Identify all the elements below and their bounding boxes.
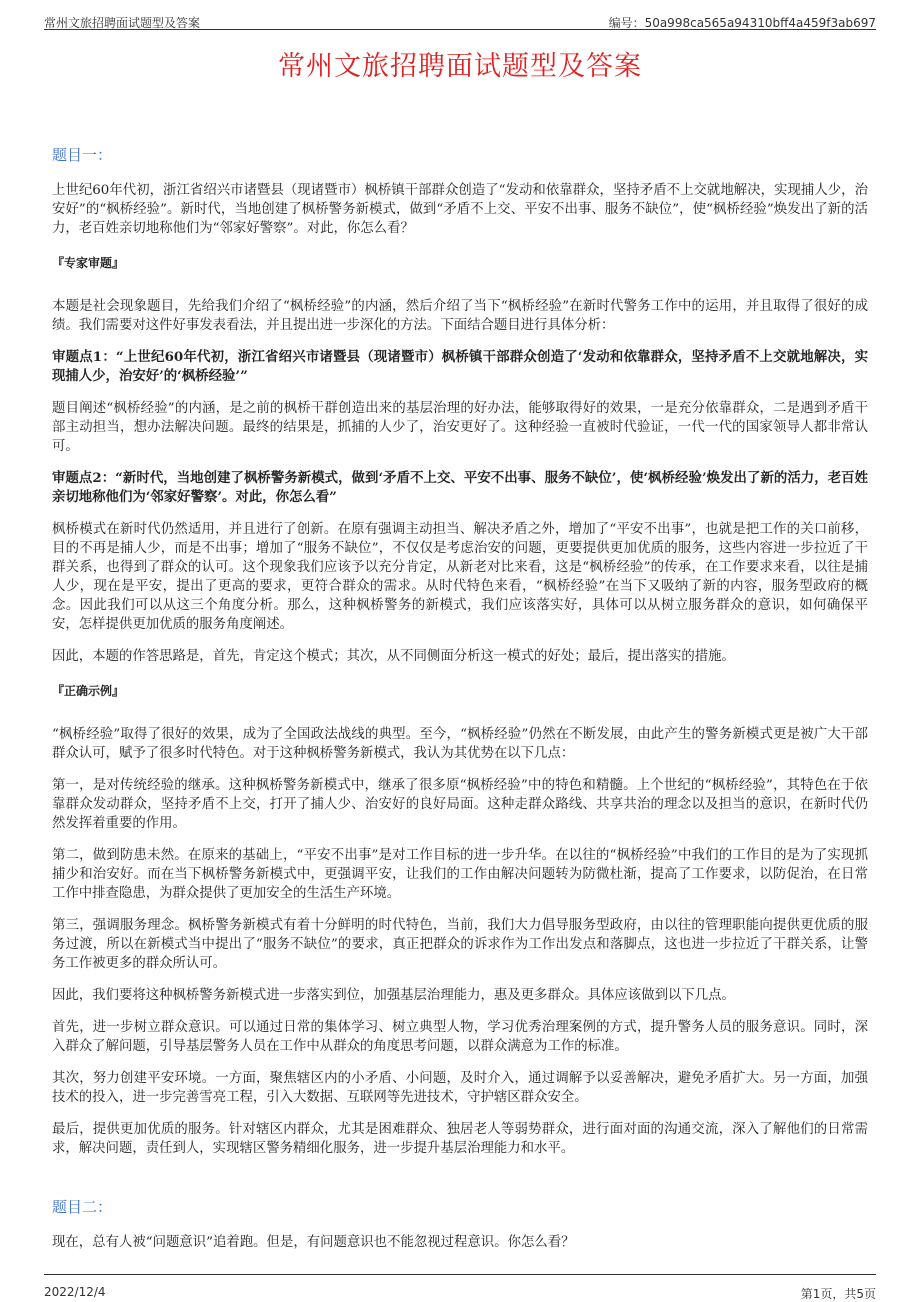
page-header xyxy=(44,0,876,30)
example-paragraph-7: 其次，努力创建平安环境。一方面，聚焦辖区内的小矛盾、小问题，及时介入，通过调解予以妥善解决，避免矛盾扩大。另一方面，加强技术的投入，进一步完善雪亮工程，引入大数据、互联网等先进技术，守护辖区群众安全。 xyxy=(52,1071,868,1105)
question-1-heading: 题目一： xyxy=(52,146,113,164)
example-paragraph-4: 第三，强调服务理念。枫桥警务新模式有着十分鲜明的时代特色，当前，我们大力倡导服务型政府，由以往的管理职能向提供更优质的服务过渡，所以在新模式当中提出了“服务不缺位”的要求，真正把群众的诉求作为工作出发点和落脚点，这也进一步拉近了干群关系，让警务工作被更多的群众所认可。 xyxy=(52,918,868,971)
correct-example-tag: 『正确示例』 xyxy=(52,684,125,698)
review-point-2-body: 枫桥模式在新时代仍然适用，并且进行了创新。在原有强调主动担当、解决矛盾之外，增加了“平安不出事”，也就是把工作的关口前移，目的不再是捕人少，而是不出事；增加了“服务不缺位”，不仅仅是考虑治安的问题，更要提供更加优质的服务，这些内容进一步拉近了干群关系，也得到了群众的认可。这个现象我们应该予以充分肯定，从新老对比来看，这是“枫桥经验”的传承，在工作要求来看，以往是捕人少，现在是平安，提出了更高的要求，更符合群众的需求。从时代特色来看，“枫桥经验”在当下又吸纳了新的内容，服务型政府的概念。因此我们可以从这三个角度分析。那么，这种枫桥警务的新模式，我们应该落实好，具体可以从树立服务群众的意识，如何确保平安，怎样提供更加优质的服务角度阐述。 xyxy=(52,522,868,632)
header-doc-id: 编号：50a998ca565a94310bff4a459f3ab697 xyxy=(608,16,876,30)
question-2-heading: 题目二： xyxy=(52,1198,113,1216)
page-title: 常州文旅招聘面试题型及答案 xyxy=(278,51,642,82)
review-point-1-title: 审题点1：“上世纪60年代初，浙江省绍兴市诸暨县（现诸暨市）枫桥镇干部群众创造了‘发动和依靠群众，坚持矛盾不上交就地解决，实现捕人少，治安好’的‘枫桥经验’” xyxy=(52,349,868,384)
page-footer xyxy=(44,1274,876,1302)
question-1-text: 上世纪60年代初，浙江省绍兴市诸暨县（现诸暨市）枫桥镇干部群众创造了“发动和依靠群众，坚持矛盾不上交就地解决，实现捕人少，治安好”的“枫桥经验”。新时代，当地创建了枫桥警务新模式，做到“矛盾不上交、平安不出事、服务不缺位”，使“枫桥经验”焕发出了新的活力，老百姓亲切地称他们为“邻家好警察”。对此，你怎么看？ xyxy=(52,183,868,236)
example-paragraph-1: “枫桥经验”取得了很好的效果，成为了全国政法战线的典型。至今，“枫桥经验”仍然在不断发展，由此产生的警务新模式更是被广大干部群众认可，赋予了很多时代特色。对于这种枫桥警务新模式，我认为其优势在以下几点： xyxy=(52,727,868,761)
review-point-1-body: 题目阐述“枫桥经验”的内涵，是之前的枫桥干群创造出来的基层治理的好办法，能够取得好的效果，一是充分依靠群众，二是遇到矛盾干部主动担当，想办法解决问题。最终的结果是，抓捕的人少了，治安更好了。这种经验一直被时代验证，一代一代的国家领导人都非常认可。 xyxy=(52,401,868,454)
example-paragraph-2: 第一，是对传统经验的继承。这种枫桥警务新模式中，继承了很多原“枫桥经验”中的特色和精髓。上个世纪的“枫桥经验”，其特色在于依靠群众发动群众，坚持矛盾不上交，打开了捕人少、治安好的良好局面。这种走群众路线、共享共治的理念以及担当的意识，在新时代仍然发挥着重要的作用。 xyxy=(52,778,868,831)
review-point-2-title: 审题点2：“新时代，当地创建了枫桥警务新模式，做到‘矛盾不上交、平安不出事、服务不缺位’，使‘枫桥经验’焕发出了新的活力，老百姓亲切地称他们为‘邻家好警察’。对此，你怎么看” xyxy=(52,470,868,505)
main-content xyxy=(52,146,868,1265)
expert-review-tag: 『专家审题』 xyxy=(52,256,125,270)
header-doc-name: 常州文旅招聘面试题型及答案 xyxy=(44,16,201,30)
question-2-text: 现在，总有人被“问题意识”追着跑。但是，有问题意识也不能忽视过程意识。你怎么看？ xyxy=(52,1235,575,1250)
example-paragraph-6: 首先，进一步树立群众意识。可以通过日常的集体学习、树立典型人物，学习优秀治理案例的方式，提升警务人员的服务意识。同时，深入群众了解问题，引导基层警务人员在工作中从群众的角度思考问题，以群众满意为工作的标准。 xyxy=(52,1020,868,1054)
example-paragraph-5: 因此，我们要将这种枫桥警务新模式进一步落实到位，加强基层治理能力，惠及更多群众。具体应该做到以下几点。 xyxy=(52,988,735,1003)
answer-approach: 因此，本题的作答思路是，首先，肯定这个模式；其次，从不同侧面分析这一模式的好处；最后，提出落实的措施。 xyxy=(52,649,735,664)
example-paragraph-8: 最后，提供更加优质的服务。针对辖区内群众，尤其是困难群众、独居老人等弱势群众，进行面对面的沟通交流，深入了解他们的日常需求，解决问题，责任到人，实现辖区警务精细化服务，进一步提升基层治理能力和水平。 xyxy=(52,1122,868,1156)
example-paragraph-3: 第二，做到防患未然。在原来的基础上，“平安不出事”是对工作目标的进一步升华。在以往的“枫桥经验”中我们的工作目的是为了实现抓捕少和治安好。而在当下枫桥警务新模式中，更强调平安，让我们的工作由解决问题转为防微杜渐，提高了工作要求，以防促治，在日常工作中排查隐患，为群众提供了更加安全的生活生产环境。 xyxy=(52,848,868,901)
review-intro: 本题是社会现象题目，先给我们介绍了“枫桥经验”的内涵，然后介绍了当下“枫桥经验”在新时代警务工作中的运用，并且取得了很好的成绩。我们需要对这件好事发表看法，并且提出进一步深化的方法。下面结合题目进行具体分析： xyxy=(52,299,868,333)
footer-date: 2022/12/4 xyxy=(44,1285,106,1299)
footer-page-number: 第1页，共5页 xyxy=(800,1287,876,1301)
